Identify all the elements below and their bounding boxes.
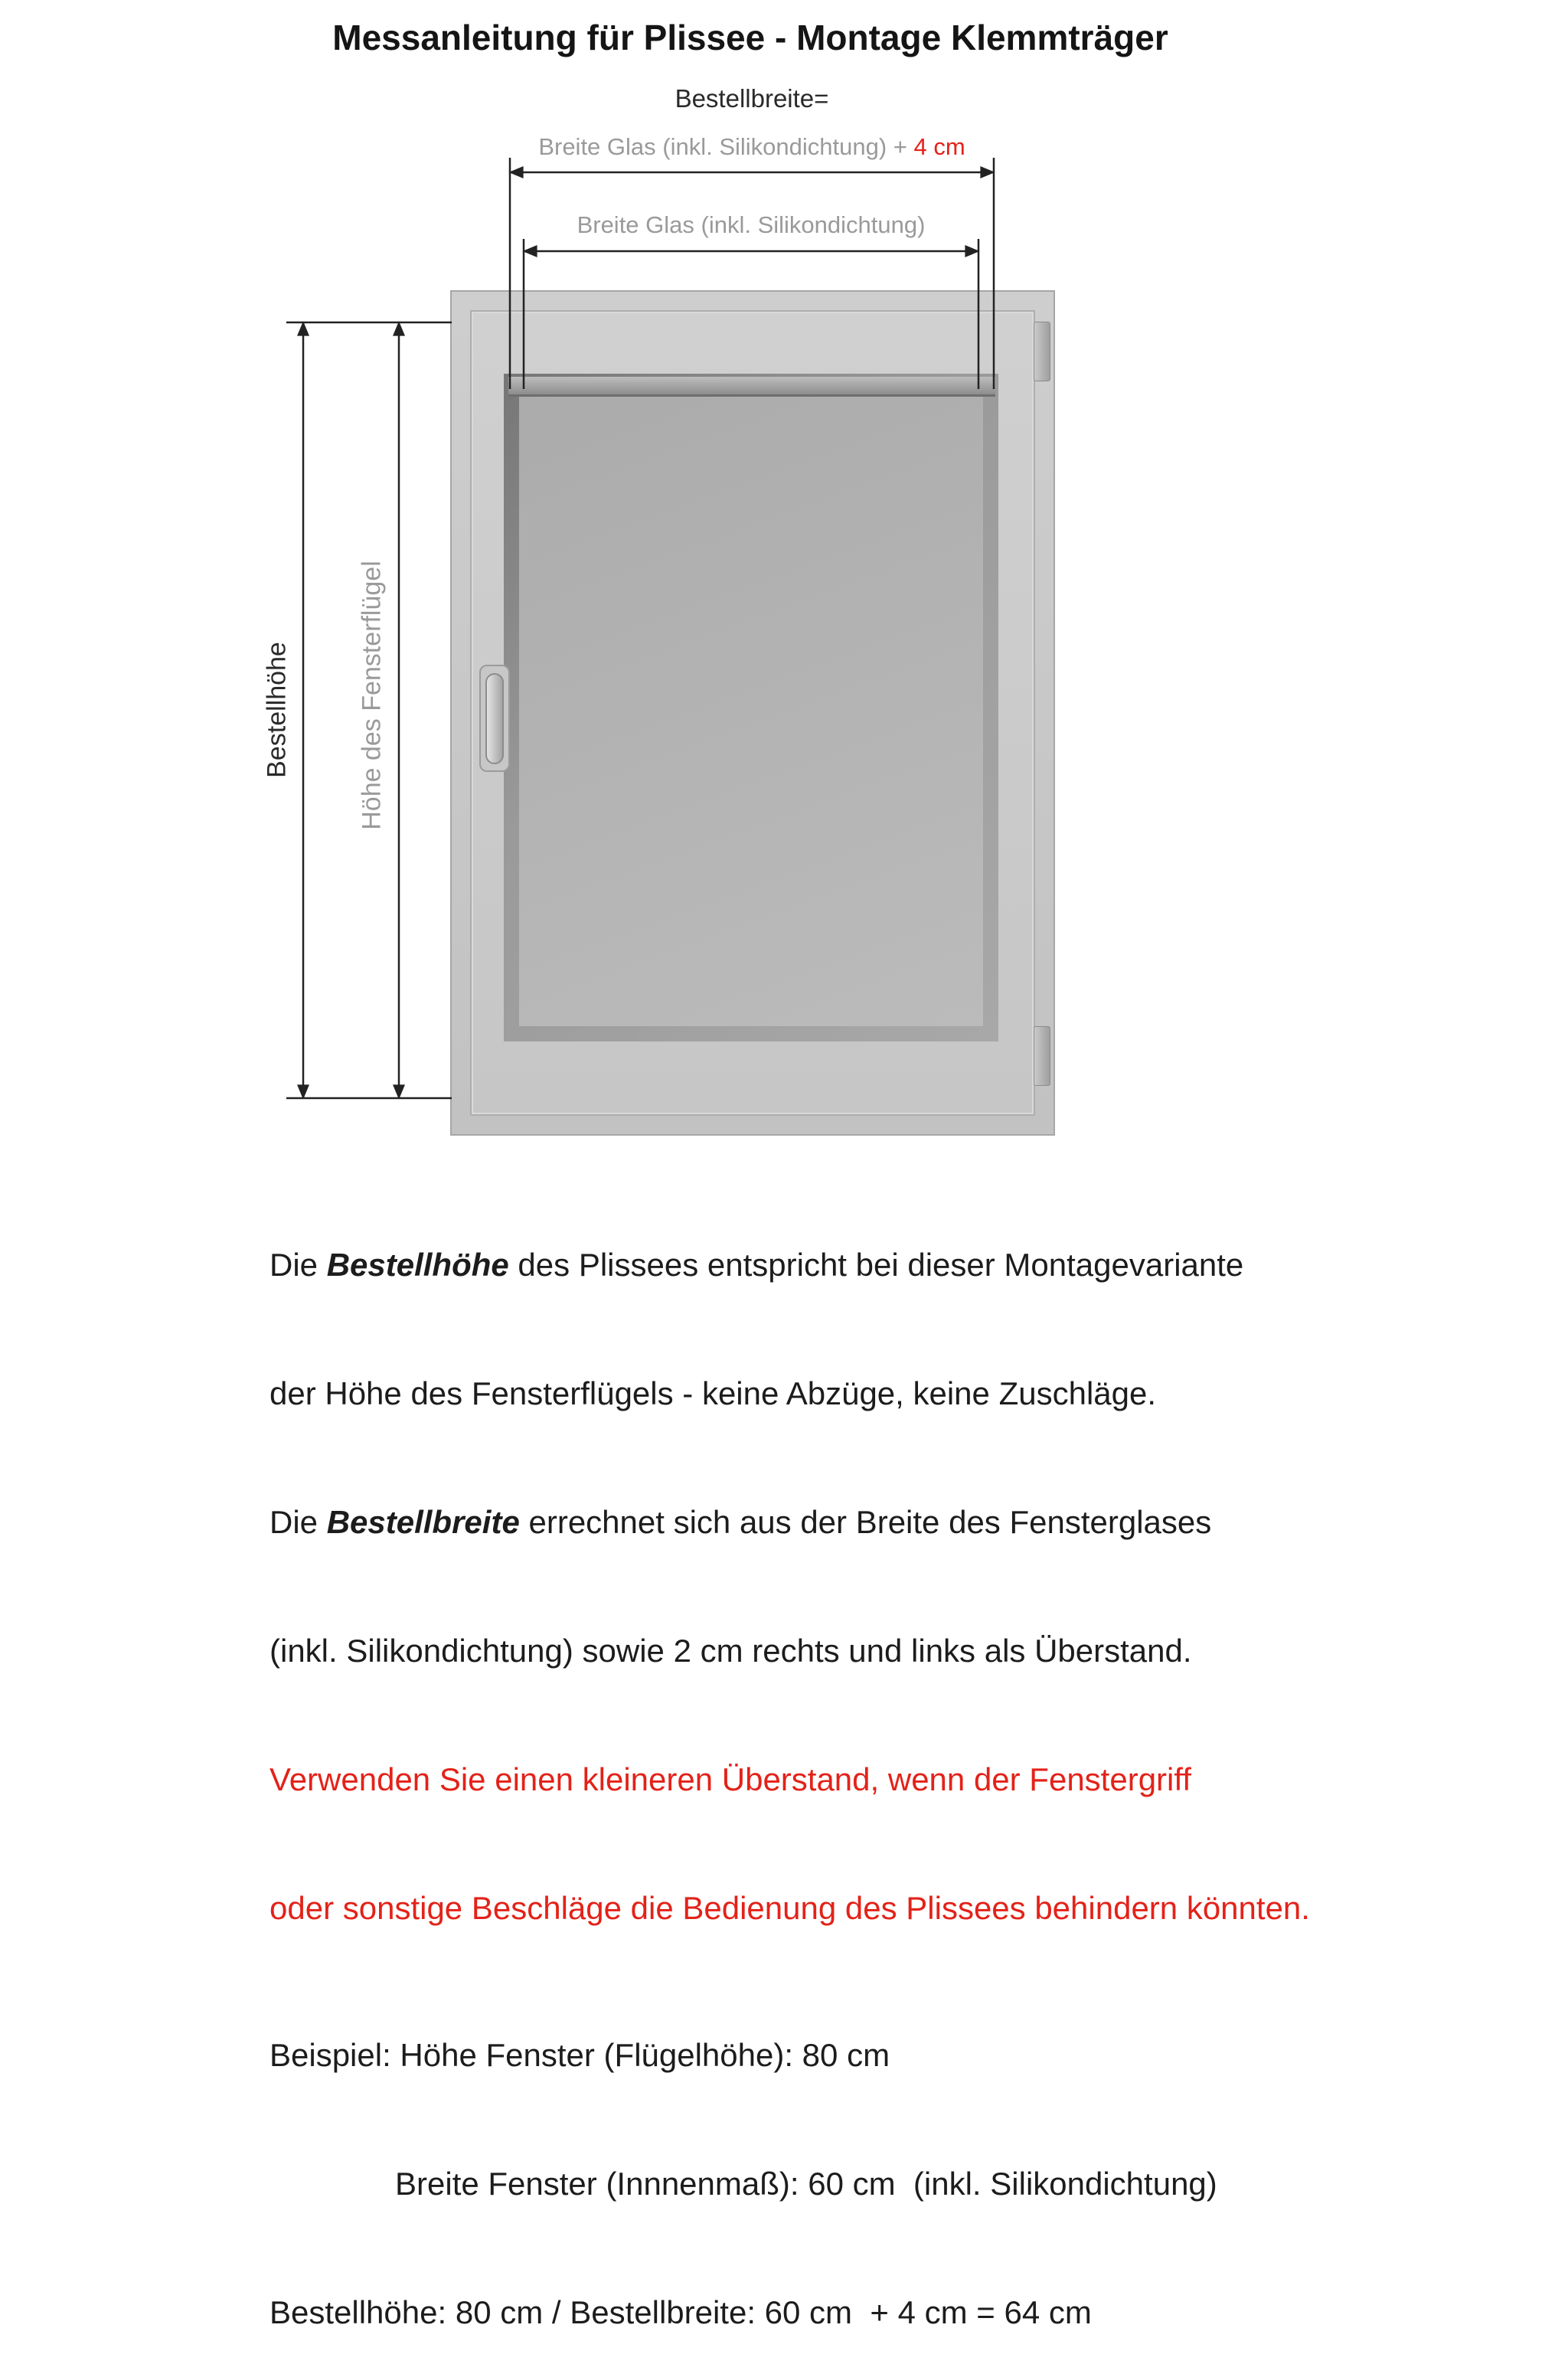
label-order-width-formula [357,133,1147,161]
label-glass-width: Breite Glas (inkl. Silikondichtung) [577,211,926,238]
label-order-height: Bestellhöhe [262,642,292,778]
warning-line1: Verwenden Sie einen kleineren Überstand, wenn der Fenstergriff [270,1761,1191,1797]
window-hinge-top [1034,322,1050,381]
text-segment: errechnet sich aus der Breite des Fensterglases [519,1504,1212,1540]
width-rule-line2: (inkl. Silikondichtung) sowie 2 cm rechts und links als Überstand. [270,1633,1192,1669]
width-rule-line1 [270,1501,1310,1544]
term-bestellhoehe: Bestellhöhe [326,1247,509,1283]
warning-line2: oder sonstige Beschläge die Bedienung des Plissees behindern könnten. [270,1890,1310,1926]
instruction-text [270,1158,1310,2377]
label-order-width: Bestellbreite= [675,84,829,113]
label-glass-width-plus: Breite Glas (inkl. Silikondichtung) + [538,133,914,160]
example-line2: Breite Fenster (Innnenmaß): 60 cm (inkl. Silikondichtung) [395,2166,1217,2202]
example-line3: Bestellhöhe: 80 cm / Bestellbreite: 60 cm + 4 cm = 64 cm [270,2294,1092,2330]
label-sash-height: Höhe des Fensterflügel [357,561,387,830]
text-segment: Die [270,1504,327,1540]
text-segment: Die [270,1247,327,1283]
text-segment: des Plissees entspricht bei dieser Montagevariante [508,1247,1244,1283]
window-glass [519,389,983,1026]
window-handle [485,673,504,764]
example-line1: Beispiel: Höhe Fenster (Flügelhöhe): 80 cm [270,2037,890,2073]
window-hinge-bottom [1034,1026,1050,1086]
height-rule-line1 [270,1244,1310,1287]
page-title: Messanleitung für Plissee - Montage Klemmträger [332,18,1168,57]
measurement-diagram [0,0,1568,1164]
label-plus-4cm: 4 cm [913,133,965,160]
plissee-top-rail [508,377,995,397]
height-rule-line2: der Höhe des Fensterflügels - keine Abzüge, keine Zuschläge. [270,1375,1157,1411]
term-bestellbreite: Bestellbreite [326,1504,520,1540]
